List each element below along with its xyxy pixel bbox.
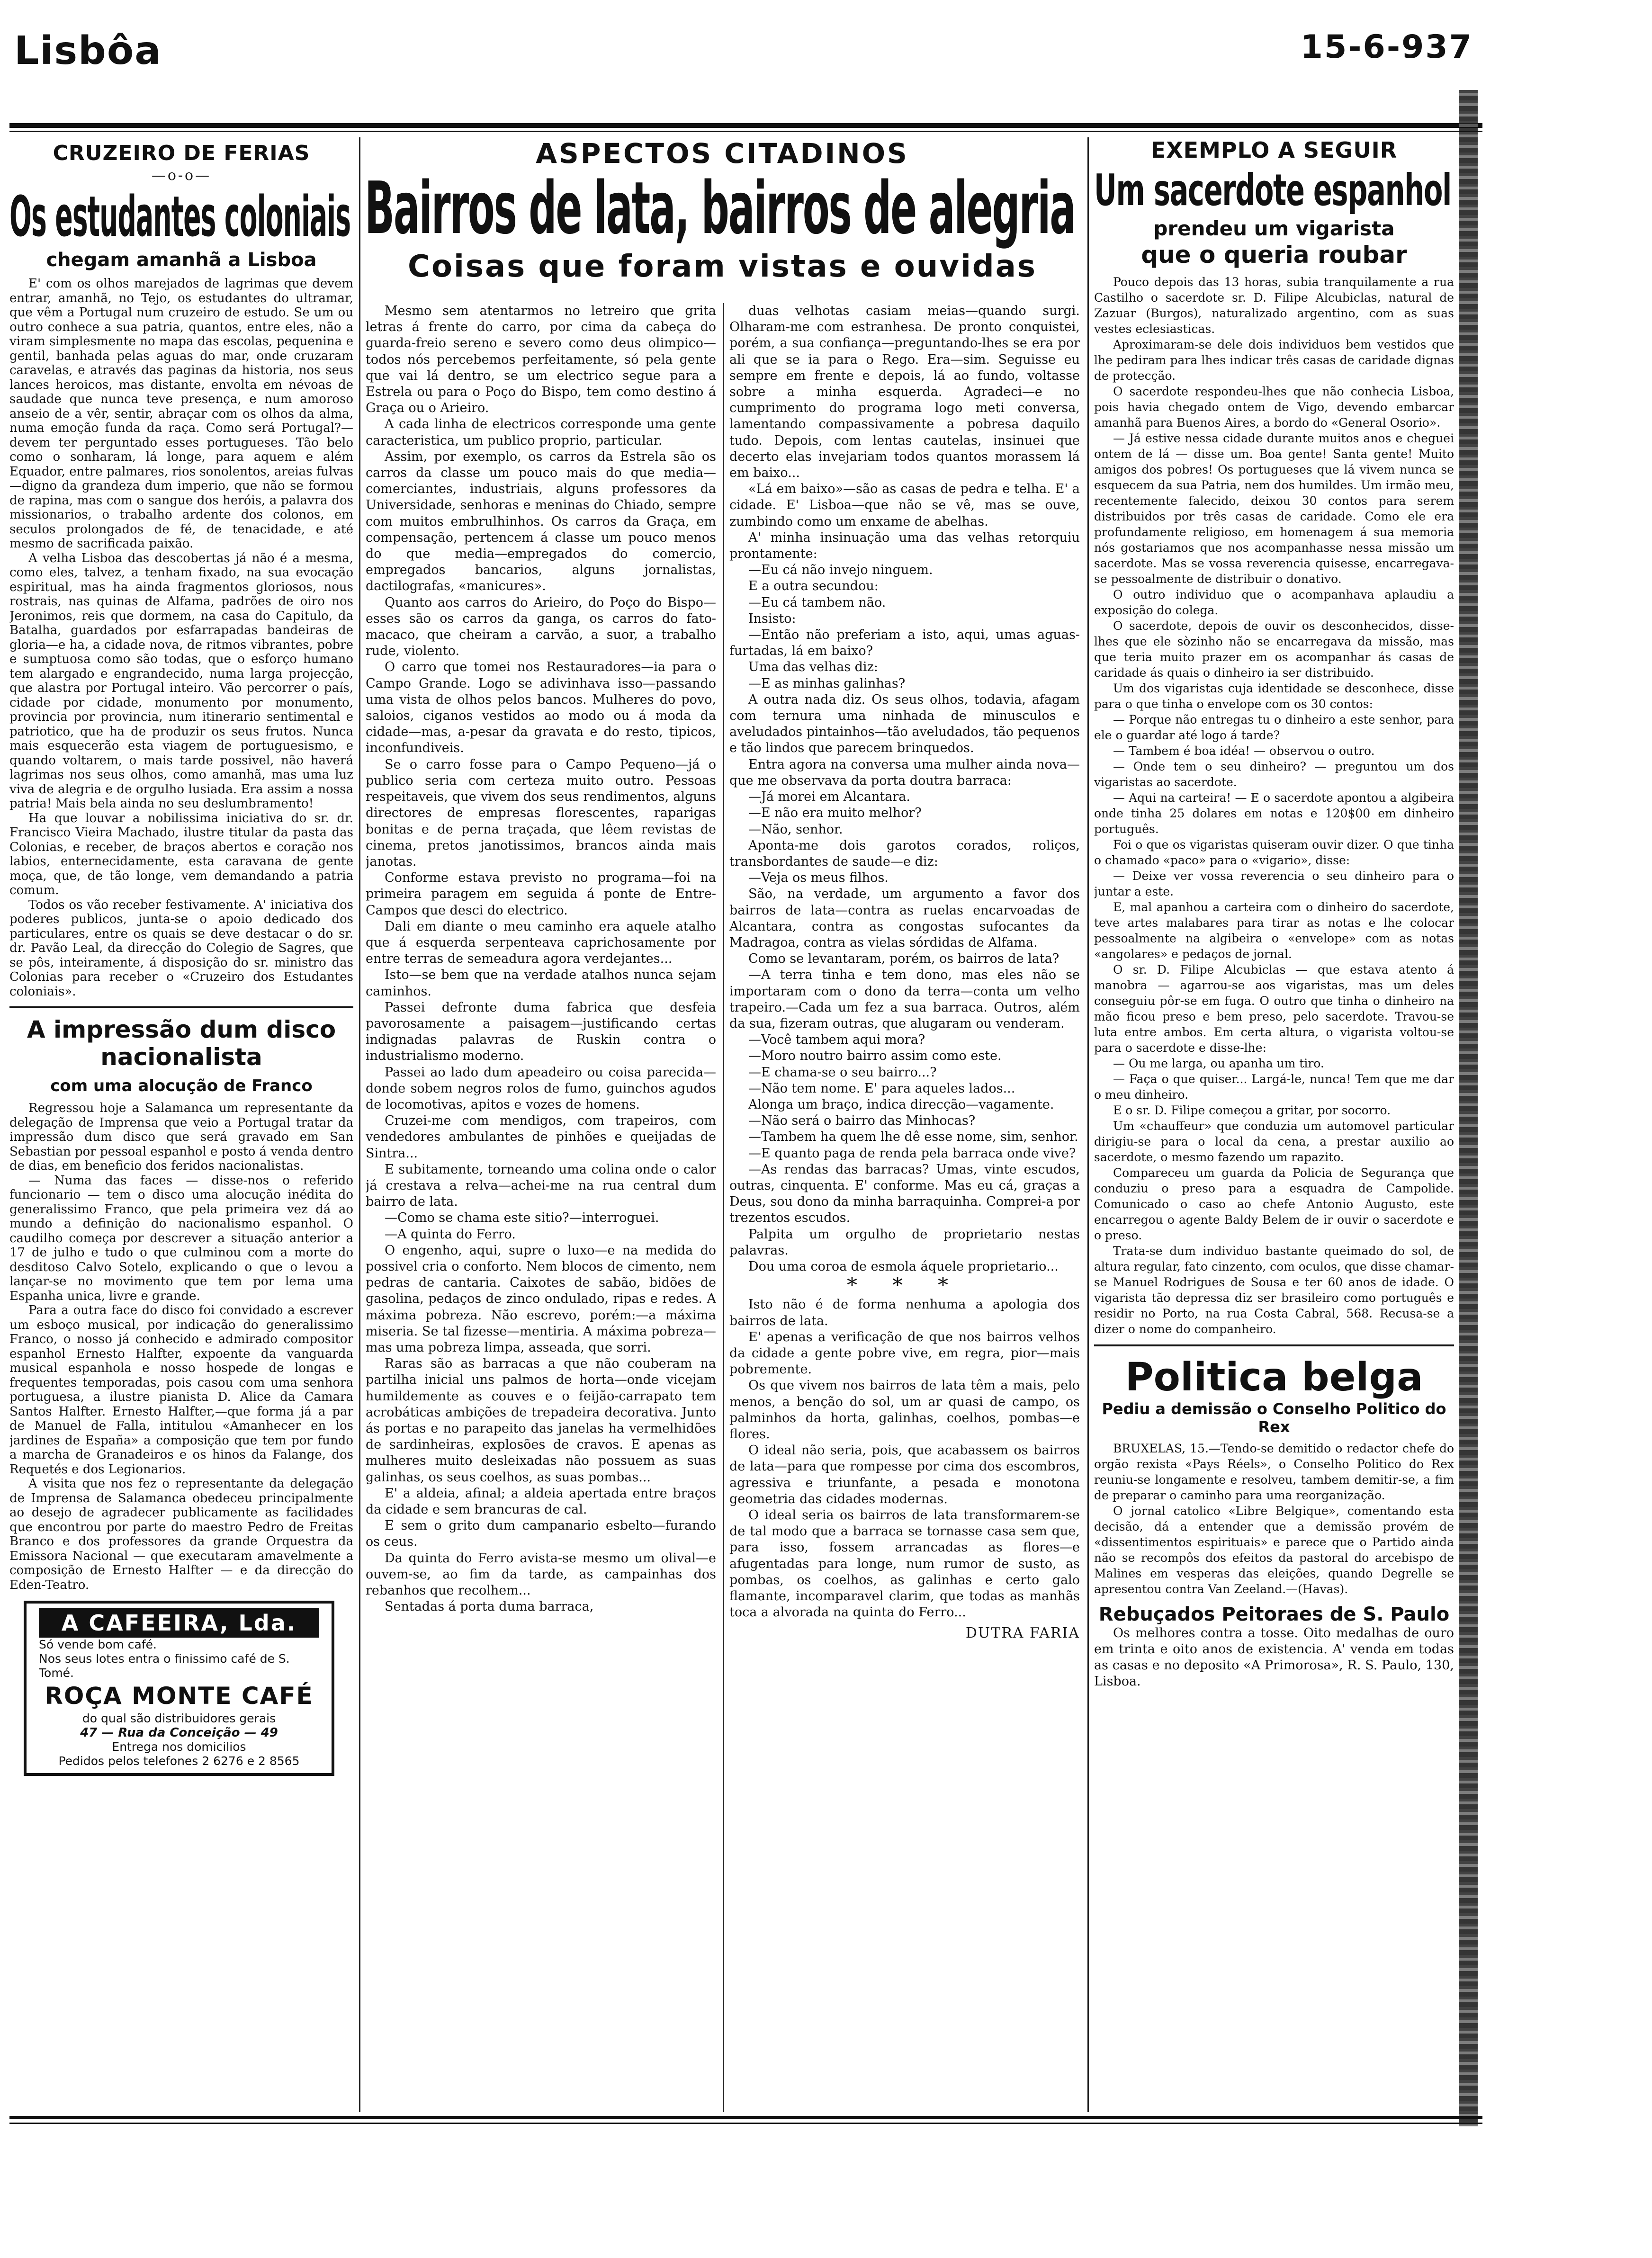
ornament: —o-o— bbox=[151, 167, 212, 184]
paragraph: Regressou hoje a Salamanca um representante da delegação de Imprensa que veio a Portugal tratar da impressão dum disco que será gravado em San Sebastian por pessoal espanhol e posto á venda dentro de dias, em beneficio dos feridos nacionalistas. bbox=[9, 1101, 353, 1173]
ad-line: do qual são distribuidores gerais bbox=[82, 1711, 276, 1725]
paragraph: Passei defronte duma fabrica que desfeia pavorosamente a paisagem—justificando certas indignadas palavras de Ruskin contra o industrialismo moderno. bbox=[366, 1000, 716, 1064]
paragraph: Uma das velhas diz: bbox=[748, 660, 878, 675]
paragraph: Os melhores contra a tosse. Oito medalhas de ouro em trinta e oito anos de existencia. A' venda em todas as casas e no deposito «A Primorosa», R. S. Paulo, 130, Lisboa. bbox=[1094, 1626, 1454, 1689]
advertisement-cafeeira bbox=[24, 1601, 334, 1776]
headline-politica-belga: Politica belga bbox=[1125, 1355, 1423, 1400]
paragraph: —A quinta do Ferro. bbox=[385, 1227, 516, 1242]
paragraph: —Não será o bairro das Minhocas? bbox=[748, 1113, 976, 1129]
paragraph: Se o carro fosse para o Campo Pequeno—já o publico seria com certeza muito outro. Pessoas respeitaveis, que vivem dos seus rendimentos, alguns directores de empresas florescentes, raparigas bonitas e de perna traçada, que lêem revistas de cinema, pretos janotissimos, brancos ainda mais janotas. bbox=[366, 757, 716, 869]
paragraph: — Onde tem o seu dinheiro? — preguntou um dos vigaristas ao sacerdote. bbox=[1094, 760, 1454, 789]
paragraph: Ha que louvar a nobilissima iniciativa do sr. dr. Francisco Vieira Machado, ilustre titular da pasta das Colonias, e receber, de braços abertos e coração nos labios, enternecidamente, esta caravana de gente moça, que, de tão longe, vem demandando a patria comum. bbox=[9, 811, 353, 897]
paragraph: Isto—se bem que na verdade atalhos nunca sejam caminhos. bbox=[366, 968, 716, 999]
paragraph: Um dos vigaristas cuja identidade se desconhece, disse para o que tinha o envelope com os 30 contos: bbox=[1094, 681, 1454, 711]
author-signature: DUTRA FARIA bbox=[965, 1625, 1080, 1642]
ad-brand: ROÇA MONTE CAFÉ bbox=[45, 1682, 314, 1710]
headline-rebucados: Rebuçados Peitoraes de S. Paulo bbox=[1098, 1604, 1450, 1625]
paragraph: —Já morei em Alcantara. bbox=[748, 789, 910, 805]
headline-disco: A impressão dum disco nacionalista bbox=[27, 1016, 336, 1071]
paragraph: Pouco depois das 13 horas, subia tranquilamente a rua Castilho o sacerdote sr. D. Filipe Alcubiclas, natural de Zazuar (Burgos), naturalizado argentino, com as suas vestes eclesiasticas. bbox=[1094, 275, 1454, 336]
masthead-city: Lisbôa bbox=[14, 28, 162, 73]
paragraph: Entra agora na conversa uma mulher ainda nova—que me observava da porta doutra barraca: bbox=[729, 757, 1080, 788]
column-rule bbox=[359, 137, 360, 2112]
article-sacerdote bbox=[1094, 137, 1454, 2103]
column-rule bbox=[1087, 137, 1089, 2112]
paragraph: Da quinta do Ferro avista-se mesmo um olival—e ouvem-se, ao fim da tarde, as campainhas dos rebanhos que recolhem... bbox=[366, 1550, 716, 1598]
scan-edge-shadow bbox=[1459, 90, 1478, 2126]
paragraph: Todos os vão receber festivamente. A' iniciativa dos poderes publicos, junta-se o apoio dedicado dos particulares, entre os quais se deve destacar o do sr. dr. Pavão Leal, da direcção do Colegio de Sagres, que se pôs, inteiramente, á disposição do sr. ministro das Colonias para receber o «Cruzeiro dos Estudantes coloniais». bbox=[9, 897, 353, 999]
paragraph: Os que vivem nos bairros de lata têm a mais, pelo menos, a benção do sol, um ar quasi de campo, os palminhos da horta, galinhas, coelhos, pombas—e flores. bbox=[729, 1378, 1080, 1442]
article-body bbox=[1094, 274, 1454, 1337]
column-rule bbox=[723, 303, 724, 2112]
article-estudantes-coloniais bbox=[9, 137, 353, 2103]
paragraph: E' a aldeia, afinal; a aldeia apertada entre braços da cidade e sem brancuras de cal. bbox=[366, 1486, 716, 1517]
masthead-date: 15-6-937 bbox=[1300, 28, 1473, 66]
ad-title: A CAFEEIRA, Lda. bbox=[39, 1608, 319, 1638]
ad-line: Entrega nos domicilios bbox=[112, 1740, 246, 1754]
paragraph: O outro individuo que o acompanhava aplaudiu a exposição do colega. bbox=[1094, 588, 1454, 617]
ad-line: Só vende bom café. bbox=[39, 1638, 157, 1651]
paragraph: BRUXELAS, 15.—Tendo-se demitido o redactor chefe do orgão rexista «Pays Réels», o Conselho Politico do Rex reuniu-se longamente e resolveu, tambem demitir-se, a fim de preparar o caminho para uma reorganização. bbox=[1094, 1442, 1454, 1502]
paragraph: —E quanto paga de renda pela barraca onde vive? bbox=[748, 1146, 1076, 1161]
paragraph: «Lá em baixo»—são as casas de pedra e telha. E' a cidade. E' Lisboa—que não se vê, mas se ouve, zumbindo como um enxame de abelhas. bbox=[729, 482, 1080, 529]
paragraph: —Não tem nome. E' para aqueles lados... bbox=[748, 1081, 1015, 1096]
paragraph: —E não era muito melhor? bbox=[748, 806, 922, 821]
paragraph: A velha Lisboa das descobertas já não é a mesma, como eles, talvez, a tenham fixado, na sua evocação espiritual, mas ha ainda fragmentos gloriosos, nous rostrais, nas quinas de Alfama, padrões de oiro nos Jeronimos, reis que dormem, na casa do Capitulo, da Batalha, guardados por esfarrapadas bandeiras de gloria—e ha, a cidade nova, de ritmos vibrantes, pobre e sumptuosa como são todas, que o esforço humano tem alargado e engrandecido, numa larga projecção, que alastra por Portugal inteiro. Vão percorrer o país, cidade por cidade, monumento por monumento, provincia por provincia, num itinerario sentimental e patriotico, que ha de produzir os seus frutos. Nunca mais esquecerão esta viagem de portuguesismo, e quando voltarem, o mais tarde possivel, não haverá lagrimas nos seus olhos, como amanhã, mas uma luz viva de alegria e de orgulho lusiada. Era assim a nossa patria! Mais bela ainda no seu deslumbramento! bbox=[9, 551, 353, 811]
masthead bbox=[14, 28, 1473, 99]
paragraph: Conforme estava previsto no programa—foi na primeira paragem em seguida á ponte de Entre-Campos que desci do electrico. bbox=[366, 870, 716, 918]
subheadline: prendeu um vigarista bbox=[1153, 217, 1395, 240]
paragraph: Aproximaram-se dele dois individuos bem vestidos que lhe pediram para lhes indicar três casas de caridade dignas de protecção. bbox=[1094, 338, 1454, 383]
paragraph: —Eu cá não invejo ninguem. bbox=[748, 563, 933, 578]
paragraph: Palpita um orgulho de proprietario nestas palavras. bbox=[729, 1227, 1080, 1258]
headline: Os estudantes coloniais bbox=[9, 184, 351, 249]
article-body bbox=[9, 277, 353, 999]
paragraph: E o sr. D. Filipe começou a gritar, por socorro. bbox=[1113, 1103, 1391, 1117]
paragraph: Para a outra face do disco foi convidado a escrever um esboço musical, por indicação do generalissimo Franco, o nosso já conhecido e admirado compositor espanhol Ernesto Halfter, expoente da vanguarda musical espanhola e nosso hospede de longas e frequentes temporadas, pois casou com uma senhora portuguesa, a ilustre pianista D. Alice da Camara Santos Halfter. Ernesto Halfter,—que forma já a par de Manuel de Falla, intitulou «Amanhecer en los jardines de España» a composição que tem por fundo a marcha de Granadeiros e os hinos da Falange, dos Requetés e dos Legionarios. bbox=[9, 1303, 353, 1477]
ad-line: Nos seus lotes entra o finissimo café de S. Tomé. bbox=[39, 1652, 290, 1680]
paragraph: —Então não preferiam a isto, aqui, umas aguas-furtadas, lá em baixo? bbox=[729, 627, 1080, 659]
section-stars: * * * bbox=[847, 1273, 962, 1298]
paragraph: —Eu cá tambem não. bbox=[748, 595, 886, 610]
paragraph: — Tambem é boa idéa! — observou o outro. bbox=[1113, 744, 1375, 758]
ad-phones: Pedidos pelos telefones 2 6276 e 2 8565 bbox=[58, 1754, 300, 1768]
paragraph: Como se levantaram, porém, os bairros de lata? bbox=[748, 951, 1059, 967]
headline: Um sacerdote espanhol bbox=[1094, 165, 1452, 215]
paragraph: Mesmo sem atentarmos no letreiro que grita letras á frente do carro, por cima da cabeça do guarda-freio sereno e severo como deus olimpico—todos nós percebemos perfeitamente, só pela gente que vai lá dentro, se um electrico segue para a Estrela ou para o Poço do Bispo, tem como destino á Graça ou o Arieiro. bbox=[366, 304, 716, 416]
paragraph: Sentadas á porta duma barraca, bbox=[385, 1599, 594, 1614]
paragraph: E, mal apanhou a carteira com o dinheiro do sacerdote, teve artes malabares para tirar as notas e lhe colocar pessoalmente na algibeira o «envelope» com as notas «angolares» e pedaços de jornal. bbox=[1094, 900, 1454, 961]
paragraph: —As rendas das barracas? Umas, vinte escudos, outras, cinquenta. E' conforme. Mas eu cá, graças a Deus, sou dono da minha barraquinha. Comprei-a por trezentos escudos. bbox=[729, 1162, 1080, 1226]
paragraph: —A terra tinha e tem dono, mas eles não se importaram com o dono da terra—conta um velho trapeiro.—Cada um fez a sua barraca. Outros, além da sua, fizeram outras, que alugaram ou venderam. bbox=[729, 968, 1080, 1031]
paragraph: — Ou me larga, ou apanha um tiro. bbox=[1113, 1057, 1324, 1070]
paragraph: A' minha insinuação uma das velhas retorquiu prontamente: bbox=[729, 530, 1080, 562]
paragraph: Cruzei-me com mendigos, com trapeiros, com vendedores ambulantes de pinhões e queijadas de Sintra... bbox=[366, 1113, 716, 1161]
paragraph: Quanto aos carros do Arieiro, do Poço do Bispo—esses são os carros da ganga, os carros do fato-macaco, que cheiram a carvão, a suor, a trabalho rude, violento. bbox=[366, 595, 716, 659]
subheadline-politica-belga: Pediu a demissão o Conselho Politico do Rex bbox=[1102, 1400, 1446, 1436]
paragraph: Raras são as barracas a que não couberam na partilha inicial uns palmos de horta—onde vicejam humildemente as couves e o feijão-carrapato tem acrobáticas ambições de trepadeira decorativa. Junto ás portas e no parapeito das janelas ha vermelhidões de sardinheiras, explosões de cravos. E apenas as mulheres muito desleixadas não possuem as suas galinhas, os seus coelhos, as suas pombas... bbox=[366, 1356, 716, 1485]
paragraph: Aponta-me dois garotos corados, roliços, transbordantes de saude—e diz: bbox=[729, 838, 1080, 869]
paragraph: A outra nada diz. Os seus olhos, todavia, afagam com ternura uma ninhada de minusculos e aveludados pintainhos—tão aveludados, tão pequenos e tão lindos que parecem brinquedos. bbox=[729, 692, 1080, 756]
paragraph: Assim, por exemplo, os carros da Estrela são os carros da classe um pouco mais do que media—comerciantes, industriais, alguns professores da Universidade, senhoras e meninas do Chiado, sempre com muitos embrulhinhos. Os carros da Graça, em compensação, pertencem á classe um pouco menos do que media—empregados do comercio, empregados bancarios, alguns jornalistas, dactilografas, «manicures». bbox=[366, 449, 716, 594]
paragraph: — Numa das faces — disse-nos o referido funcionario — tem o disco uma alocução inédita do generalissimo Franco, que pela primeira vez dá ao mundo a definição do nacionalismo espanhol. O caudilho começa por descrever a situação anterior a 17 de julho e tudo o que culminou com a morte do desditoso Calvo Sotelo, explicando o que o levou a lançar-se no movimento que tem por lema uma Espanha unica, livre e grande. bbox=[9, 1173, 353, 1303]
kicker: EXEMPLO A SEGUIR bbox=[1150, 137, 1398, 163]
bottom-rule bbox=[9, 2116, 1482, 2119]
paragraph: O sacerdote, depois de ouvir os desconhecidos, disse-lhes que ele sòzinho não se encarregava da missão, mas que teria muito prazer em os acompanhar ás casas de caridade ás quais o dinheiro ia ser distribuido. bbox=[1094, 619, 1454, 680]
paragraph: — Faça o que quiser... Largá-le, nunca! Tem que me dar o meu dinheiro. bbox=[1094, 1072, 1454, 1102]
paragraph: Dali em diante o meu caminho era aquele atalho que á esquerda serpenteava caprichosamente por entre terras de semeadura agora verdejantes... bbox=[366, 919, 716, 967]
subheadline: chegam amanhã a Lisboa bbox=[46, 249, 317, 271]
ad-address: 47 — Rua da Conceição — 49 bbox=[80, 1726, 278, 1740]
paragraph: Passei ao lado dum apeadeiro ou coisa parecida—donde sobem negros rolos de fumo, guinchos agudos de locomotivas, apitos e vozes de homens. bbox=[366, 1065, 716, 1112]
paragraph: Foi o que os vigaristas quiseram ouvir dizer. O que tinha o chamado «paco» para o «vigario», disse: bbox=[1094, 838, 1454, 867]
kicker: ASPECTOS CITADINOS bbox=[536, 137, 909, 170]
bottom-rule-thin bbox=[9, 2123, 1482, 2124]
paragraph: — Deixe ver vossa reverencia o seu dinheiro para o juntar a este. bbox=[1094, 869, 1454, 898]
paragraph: O carro que tomei nos Restauradores—ia para o Campo Grande. Logo se adivinhava isso—passando uma vista de olhos pelos bancos. Mulheres do povo, saloios, ciganos vestidos ao modo ou á moda da cidade—mas, a-pesar da gravata e do resto, tipicos, inconfundiveis. bbox=[366, 660, 716, 756]
kicker: CRUZEIRO DE FERIAS bbox=[53, 141, 310, 165]
paragraph: Um «chauffeur» que conduzia um automovel particular dirigiu-se para o local da cena, a prestar auxilio ao sacerdote, o mesmo fazendo um rapazito. bbox=[1094, 1119, 1454, 1164]
paragraph: E a outra secundou: bbox=[748, 579, 879, 594]
paragraph: — Aqui na carteira! — E o sacerdote apontou a algibeira onde tinha 25 dolares em notas e 120$00 em dinheiro português. bbox=[1094, 791, 1454, 836]
paragraph: Insisto: bbox=[748, 611, 796, 626]
paragraph: — Porque não entregas tu o dinheiro a este senhor, para ele o guardar até logo á tarde? bbox=[1094, 713, 1454, 742]
paragraph: —Moro noutro bairro assim como este. bbox=[748, 1048, 1002, 1064]
article-body-disco bbox=[9, 1101, 353, 1592]
paragraph: Isto não é de forma nenhuma a apologia dos bairros de lata. bbox=[729, 1297, 1080, 1328]
paragraph: E subitamente, torneando uma colina onde o calor já crestava a relva—achei-me na rua central dum bairro de lata. bbox=[366, 1162, 716, 1210]
paragraph: E' apenas a verificação de que nos bairros velhos da cidade a gente pobre vive, em regra, pior—mais pobremente. bbox=[729, 1329, 1080, 1377]
paragraph: A visita que nos fez o representante da delegação de Imprensa de Salamanca obedeceu principalmente ao desejo de agradecer publicamente as facilidades que encontrou por parte do maestro Pedro de Freitas Branco e dos professores da grande Orquestra da Emissora Nacional — que executaram amavelmente a composição de Ernesto Halfter — e da direcção do Eden-Teatro. bbox=[9, 1477, 353, 1592]
paragraph: E' com os olhos marejados de lagrimas que devem entrar, amanhã, no Tejo, os estudantes do ultramar, que vêm a Portugal num cruzeiro de estudo. Se um ou outro conhece a sua patria, quantos, entre eles, não a viram simplesmente no mapa das escolas, pequenina e gentil, banhada pelas aguas do mar, onde cruzaram caravelas, e através das paginas da historia, nos seus lances heroicos, mas distante, envolta em névoas de saudade que nunca teve presença, e num amoroso anseio de a vêr, sentir, abraçar com os olhos da alma, numa emoção funda da raça. Como será Portugal?—devem ter perguntado esses portugueses. Tão belo como o sonharam, lá longe, para aquem e além Equador, entre palmares, rios sonolentos, areias fulvas—digno da grandeza dum imperio, que não se formou de rapina, mas com o sangue dos heróis, a palavra dos missionarios, o trabalho ardente dos colonos, em seculos prolongados de fé, de tenacidade, e até mesmo de sacrificada paixão. bbox=[9, 277, 353, 551]
section-rule bbox=[9, 1006, 353, 1008]
paragraph: Compareceu um guarda da Policia de Segurança que conduziu o preso para a esquadra de Campolide. Comunicado o caso ao chefe Antonio Augusto, este encarregou o agente Baldy Belem de ir ouvir o sacerdote e o preso. bbox=[1094, 1166, 1454, 1242]
paragraph: —E chama-se o seu bairro...? bbox=[748, 1065, 937, 1080]
paragraph: — Já estive nessa cidade durante muitos anos e cheguei ontem de lá — disse um. Boa gente! Santa gente! Muito amigos dos pobres! Os portugueses que lá vivem nunca se esquecem da sua Patria, nem dos humildes. Um irmão meu, recentemente falecido, deixou 30 contos para serem distribuidos por três casas de caridade. Como ele era profundamente religioso, em homenagem á sua memoria nós gostariamos que nos acompanhasse nessa missão um sacerdote. Mas se vossa reverencia quisesse, encarregava-se pessoalmente de distribuir o donativo. bbox=[1094, 431, 1454, 586]
article-bairros-col-a bbox=[366, 303, 716, 2112]
paragraph: —Você tambem aqui mora? bbox=[748, 1032, 925, 1048]
paragraph: —Veja os meus filhos. bbox=[748, 870, 889, 886]
article-body-rebucados bbox=[1094, 1625, 1454, 1690]
paragraph: —Tambem ha quem lhe dê esse nome, sim, senhor. bbox=[748, 1129, 1078, 1145]
subheadline: Coisas que foram vistas e ouvidas bbox=[408, 249, 1037, 284]
paragraph: A cada linha de electricos corresponde uma gente caracteristica, um publico proprio, particular. bbox=[366, 417, 716, 448]
subheadline-2: que o queria roubar bbox=[1141, 241, 1407, 269]
headline: Bairros de lata, bairros de alegria bbox=[365, 166, 1075, 250]
paragraph: O ideal seria os bairros de lata transformarem-se de tal modo que a barraca se tornasse casa sem que, para isso, fossem arrancadas as flores—e afugentadas para longe, num rumor de susto, as pombas, os coelhos, as galinhas e certo galo flamante, incomparavel clarim, que todas as manhãs toca a alvorada na quinta do Ferro... bbox=[729, 1508, 1080, 1620]
paragraph: O sacerdote respondeu-lhes que não conhecia Lisboa, pois havia chegado ontem de Vigo, devendo embarcar amanhã para Buenos Aires, a bordo do «General Osorio». bbox=[1094, 385, 1454, 430]
paragraph: O sr. D. Filipe Alcubiclas — que estava atento á manobra — agarrou-se aos vigaristas, mas um deles conseguiu pôr-se em fuga. O outro que tinha o dinheiro na mão ficou preso e bem preso, pelo sacerdote. Travou-se luta entre ambos. Em certa altura, o vigarista voltou-se para o sacerdote e disse-lhe: bbox=[1094, 963, 1454, 1055]
paragraph: E sem o grito dum campanario esbelto—furando os ceus. bbox=[366, 1518, 716, 1550]
section-rule bbox=[1094, 1344, 1454, 1346]
paragraph: duas velhotas casiam meias—quando surgi. Olharam-me com estranhesa. De pronto conquistei, porém, a sua confiança—preguntando-lhes se era por ali que se ia para o Rego. Era—sim. Seguisse eu sempre em frente e depois, lá ao fundo, voltasse sobre a minha esquerda. Agradeci—e no cumprimento do programa logo meti conversa, lamentando compassivamente a pobresa daquilo tudo. Depois, com lentas cautelas, insinuei que decerto elas invejariam todos quantos morassem lá em baixo... bbox=[729, 304, 1080, 481]
paragraph: —Não, senhor. bbox=[748, 822, 843, 837]
paragraph: Dou uma coroa de esmola áquele proprietario... bbox=[748, 1259, 1059, 1274]
paragraph: —Como se chama este sitio?—interroguei. bbox=[385, 1210, 659, 1226]
paragraph: Trata-se dum individuo bastante queimado do sol, de altura regular, fato cinzento, com oculos, que disse chamar-se Manuel Rodrigues de Sousa e ter 60 anos de idade. O vigarista tão depressa diz ser brasileiro como português e residir no Porto, na rua Costa Cabral, 568. Recusa-se a dizer o nome do companheiro. bbox=[1094, 1244, 1454, 1336]
paragraph: O jornal catolico «Libre Belgique», comentando esta decisão, dá a entender que a demissão provém de «dissentimentos espirituais» e parece que o Partido ainda não se recompôs dos efeitos da pastoral do arcebispo de Malines em vesperas das eleições, quando Degrelle se apresentou contra Van Zeeland.—(Havas). bbox=[1094, 1504, 1454, 1596]
article-body-belga bbox=[1094, 1441, 1454, 1597]
subheadline-disco: com uma alocução de Franco bbox=[50, 1076, 313, 1095]
top-rule bbox=[9, 123, 1482, 128]
paragraph: —E as minhas galinhas? bbox=[748, 676, 906, 691]
top-rule-thin bbox=[9, 131, 1482, 132]
paragraph: O ideal não seria, pois, que acabassem os bairros de lata—para que rompesse por cima dos escombros, agressiva e triunfante, a pesada e monotona geometria das cidades modernas. bbox=[729, 1443, 1080, 1506]
article-bairros-col-b bbox=[729, 303, 1080, 2112]
paragraph: O engenho, aqui, supre o luxo—e na medida do possivel cria o conforto. Nem blocos de cimento, nem pedras de cantaria. Caixotes de sabão, bidões de gasolina, pedaços de zinco ondulado, ripas e redes. A máxima pobreza. Não escrevo, porém:—a máxima miseria. Se tal fizesse—mentiria. A máxima pobreza—mas uma pobreza limpa, asseada, que sorri. bbox=[366, 1243, 716, 1355]
paragraph: São, na verdade, um argumento a favor dos bairros de lata—contra as ruelas encarvoadas de Alcantara, contra as congostas sufocantes da Madragoa, contra as vielas sórdidas de Alfama. bbox=[729, 887, 1080, 950]
article-bairros-header bbox=[365, 137, 1080, 294]
paragraph: Alonga um braço, indica direcção—vagamente. bbox=[748, 1097, 1054, 1112]
